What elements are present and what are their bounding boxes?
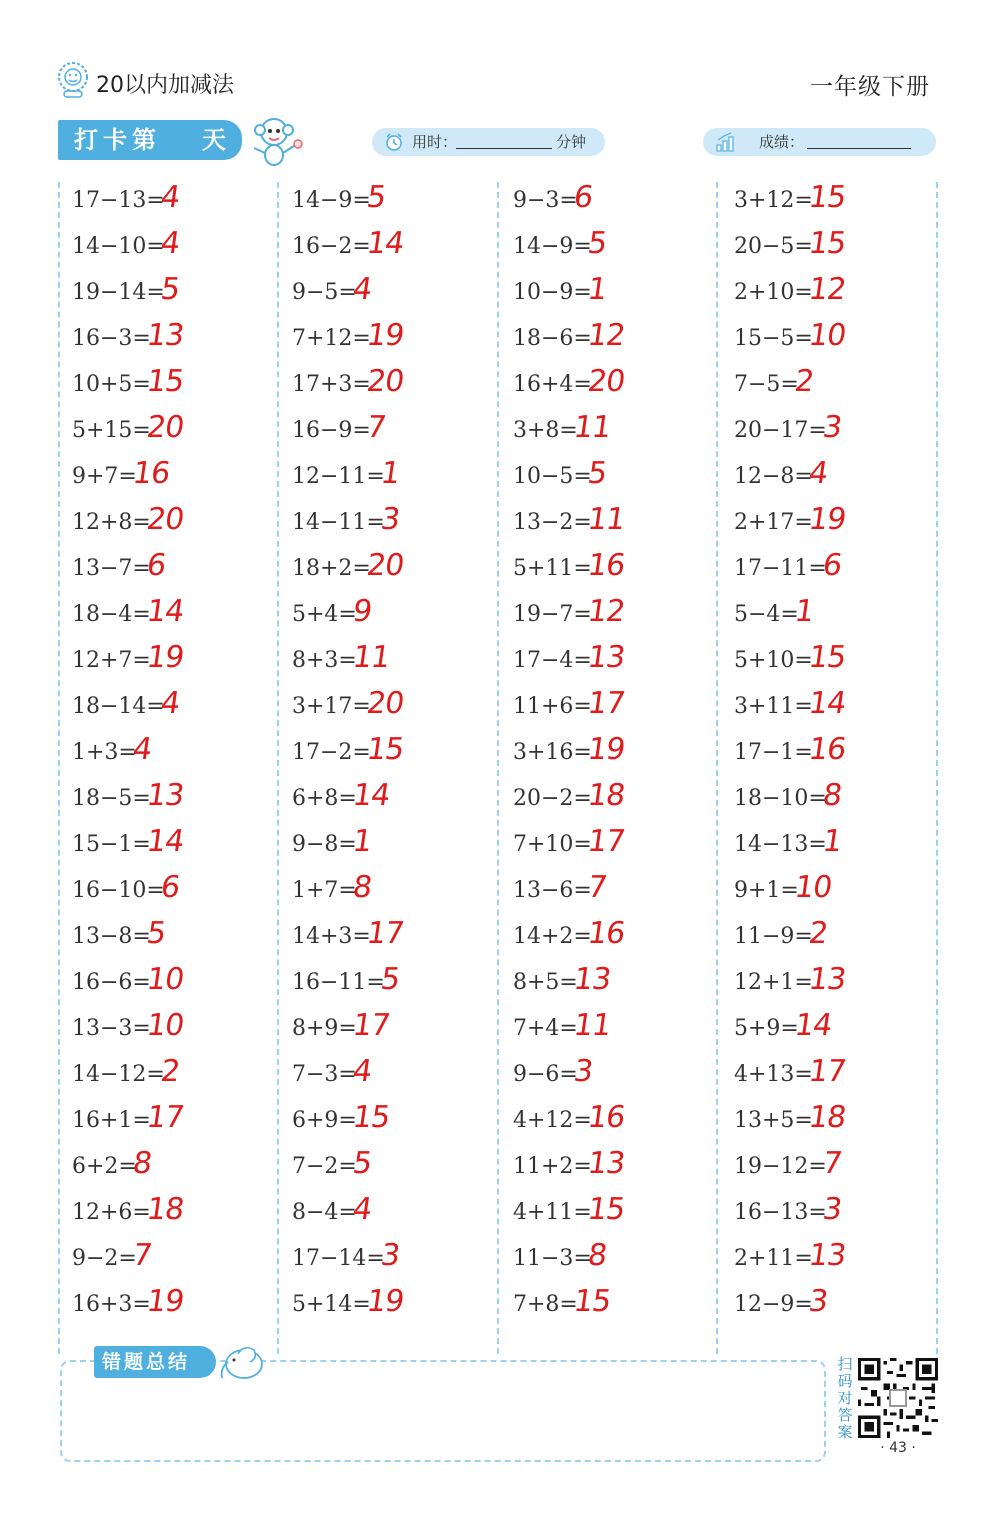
- handwritten-answer[interactable]: 20: [364, 548, 406, 583]
- checkin-label: 打卡第: [74, 126, 161, 154]
- lion-logo-icon: [56, 60, 90, 98]
- problem-equation: 18−4=: [72, 602, 151, 627]
- handwritten-answer[interactable]: 12: [585, 318, 627, 353]
- problem-equation: 16−9=: [292, 418, 371, 443]
- problem-equation: 15−1=: [72, 832, 151, 857]
- handwritten-answer[interactable]: 15: [350, 1100, 392, 1135]
- handwritten-answer[interactable]: 17: [144, 1100, 186, 1135]
- handwritten-answer[interactable]: 5: [585, 456, 609, 491]
- handwritten-answer[interactable]: 5: [144, 916, 168, 951]
- problem-equation: 20−2=: [513, 786, 592, 811]
- problem-equation: 5+14=: [292, 1292, 371, 1317]
- handwritten-answer[interactable]: 20: [144, 410, 186, 445]
- problem-equation: 20−5=: [734, 234, 813, 259]
- problem-equation: 7−5=: [734, 372, 799, 397]
- problem-equation: 16−6=: [72, 970, 151, 995]
- handwritten-answer[interactable]: 3: [820, 410, 844, 445]
- problem-equation: 10−5=: [513, 464, 592, 489]
- problem-equation: 16−13=: [734, 1200, 827, 1225]
- problem-equation: 13−3=: [72, 1016, 151, 1041]
- problem-equation: 12+6=: [72, 1200, 151, 1225]
- handwritten-answer[interactable]: 7: [364, 410, 388, 445]
- handwritten-answer[interactable]: 5: [378, 962, 402, 997]
- handwritten-answer[interactable]: 14: [350, 778, 392, 813]
- handwritten-answer[interactable]: 15: [144, 364, 186, 399]
- problem-equation: 2+10=: [734, 280, 813, 305]
- problem-equation: 14+2=: [513, 924, 592, 949]
- problem-equation: 17−4=: [513, 648, 592, 673]
- handwritten-answer[interactable]: 9: [350, 594, 374, 629]
- problem-equation: 2+11=: [734, 1246, 813, 1271]
- handwritten-answer[interactable]: 1: [350, 824, 374, 859]
- problem-equation: 7+4=: [513, 1016, 578, 1041]
- handwritten-answer[interactable]: 11: [571, 1008, 613, 1043]
- problem-equation: 9−2=: [72, 1246, 137, 1271]
- handwritten-answer[interactable]: 17: [585, 686, 627, 721]
- problem-equation: 16+4=: [513, 372, 592, 397]
- handwritten-answer[interactable]: 13: [571, 962, 613, 997]
- handwritten-answer[interactable]: 3: [820, 1192, 844, 1227]
- handwritten-answer[interactable]: 10: [144, 962, 186, 997]
- handwritten-answer[interactable]: 8: [820, 778, 844, 813]
- problem-equation: 9−3=: [513, 188, 578, 213]
- handwritten-answer[interactable]: 4: [158, 686, 182, 721]
- handwritten-answer[interactable]: 1: [820, 824, 844, 859]
- handwritten-answer[interactable]: 11: [350, 640, 392, 675]
- handwritten-answer[interactable]: 12: [806, 272, 848, 307]
- column-divider: [277, 182, 279, 1354]
- problem-equation: 3+16=: [513, 740, 592, 765]
- problem-equation: 5+4=: [292, 602, 357, 627]
- handwritten-answer[interactable]: 20: [364, 364, 406, 399]
- handwritten-answer[interactable]: 13: [806, 962, 848, 997]
- problem-equation: 2+17=: [734, 510, 813, 535]
- checkin-unit: 天: [202, 126, 226, 154]
- handwritten-answer[interactable]: 18: [806, 1100, 848, 1135]
- problem-equation: 13+5=: [734, 1108, 813, 1133]
- problem-equation: 17−1=: [734, 740, 813, 765]
- page-number: · 43 ·: [880, 1440, 916, 1456]
- problem-equation: 9+1=: [734, 878, 799, 903]
- time-unit: 分钟: [556, 133, 587, 151]
- handwritten-answer[interactable]: 13: [585, 1146, 627, 1181]
- problem-equation: 5+15=: [72, 418, 151, 443]
- handwritten-answer[interactable]: 17: [806, 1054, 848, 1089]
- handwritten-answer[interactable]: 15: [585, 1192, 627, 1227]
- handwritten-answer[interactable]: 17: [364, 916, 406, 951]
- handwritten-answer[interactable]: 5: [585, 226, 609, 261]
- handwritten-answer[interactable]: 16: [130, 456, 172, 491]
- handwritten-answer[interactable]: 6: [820, 548, 844, 583]
- problem-equation: 14+3=: [292, 924, 371, 949]
- time-field: [372, 128, 605, 156]
- elephant-icon: [214, 1340, 268, 1382]
- problem-equation: 12−8=: [734, 464, 813, 489]
- problem-equation: 18+2=: [292, 556, 371, 581]
- qr-code[interactable]: [858, 1358, 938, 1438]
- problem-equation: 18−10=: [734, 786, 827, 811]
- handwritten-answer[interactable]: 4: [350, 1192, 374, 1227]
- handwritten-answer[interactable]: 18: [585, 778, 627, 813]
- handwritten-answer[interactable]: 19: [806, 502, 848, 537]
- problem-equation: 16−2=: [292, 234, 371, 259]
- problem-equation: 6+8=: [292, 786, 357, 811]
- handwritten-answer[interactable]: 4: [130, 732, 154, 767]
- problem-equation: 7+8=: [513, 1292, 578, 1317]
- problem-equation: 5−4=: [734, 602, 799, 627]
- problem-equation: 12+7=: [72, 648, 151, 673]
- problem-equation: 5+9=: [734, 1016, 799, 1041]
- problem-equation: 13−8=: [72, 924, 151, 949]
- problem-equation: 14−9=: [513, 234, 592, 259]
- problem-equation: 1+7=: [292, 878, 357, 903]
- handwritten-answer[interactable]: 8: [130, 1146, 154, 1181]
- handwritten-answer[interactable]: 11: [571, 410, 613, 445]
- problem-equation: 16−11=: [292, 970, 385, 995]
- handwritten-answer[interactable]: 15: [806, 226, 848, 261]
- problem-equation: 11+2=: [513, 1154, 592, 1179]
- handwritten-answer[interactable]: 10: [792, 870, 834, 905]
- handwritten-answer[interactable]: 16: [585, 1100, 627, 1135]
- column-divider: [497, 182, 499, 1354]
- problem-equation: 11−9=: [734, 924, 813, 949]
- handwritten-answer[interactable]: 10: [806, 318, 848, 353]
- problem-equation: 17−14=: [292, 1246, 385, 1271]
- problem-equation: 17−11=: [734, 556, 827, 581]
- problem-equation: 19−7=: [513, 602, 592, 627]
- handwritten-answer[interactable]: 4: [806, 456, 830, 491]
- handwritten-answer[interactable]: 19: [364, 1284, 406, 1319]
- problem-equation: 10−9=: [513, 280, 592, 305]
- handwritten-answer[interactable]: 2: [792, 364, 816, 399]
- problem-equation: 16−3=: [72, 326, 151, 351]
- grade-label: 一年级下册: [810, 74, 930, 100]
- handwritten-answer[interactable]: 11: [585, 502, 627, 537]
- handwritten-answer[interactable]: 16: [585, 548, 627, 583]
- handwritten-answer[interactable]: 17: [350, 1008, 392, 1043]
- problem-equation: 13−7=: [72, 556, 151, 581]
- problem-equation: 17−13=: [72, 188, 165, 213]
- handwritten-answer[interactable]: 12: [585, 594, 627, 629]
- problem-equation: 17+3=: [292, 372, 371, 397]
- handwritten-answer[interactable]: 18: [144, 1192, 186, 1227]
- alarm-clock-icon: [384, 132, 404, 152]
- score-input-line[interactable]: [807, 148, 911, 149]
- problem-equation: 12−11=: [292, 464, 385, 489]
- problem-equation: 20−17=: [734, 418, 827, 443]
- book-title: 20以内加减法: [96, 73, 234, 98]
- score-label: 成绩：: [759, 133, 805, 151]
- handwritten-answer[interactable]: 14: [806, 686, 848, 721]
- handwritten-answer[interactable]: 7: [585, 870, 609, 905]
- handwritten-answer[interactable]: 19: [585, 732, 627, 767]
- handwritten-answer[interactable]: 15: [571, 1284, 613, 1319]
- handwritten-answer[interactable]: 3: [806, 1284, 830, 1319]
- problem-equation: 7−3=: [292, 1062, 357, 1087]
- handwritten-answer[interactable]: 4: [158, 226, 182, 261]
- problem-equation: 14−11=: [292, 510, 385, 535]
- handwritten-answer[interactable]: 6: [144, 548, 168, 583]
- handwritten-answer[interactable]: 20: [585, 364, 627, 399]
- handwritten-answer[interactable]: 14: [144, 824, 186, 859]
- handwritten-answer[interactable]: 5: [350, 1146, 374, 1181]
- problem-equation: 11−3=: [513, 1246, 592, 1271]
- handwritten-answer[interactable]: 7: [130, 1238, 154, 1273]
- problem-equation: 4+11=: [513, 1200, 592, 1225]
- handwritten-answer[interactable]: 20: [364, 686, 406, 721]
- handwritten-answer[interactable]: 13: [585, 640, 627, 675]
- problem-equation: 8+5=: [513, 970, 578, 995]
- handwritten-answer[interactable]: 6: [571, 180, 595, 215]
- handwritten-answer[interactable]: 4: [350, 272, 374, 307]
- problem-equation: 14−10=: [72, 234, 165, 259]
- handwritten-answer[interactable]: 15: [806, 180, 848, 215]
- problem-equation: 18−14=: [72, 694, 165, 719]
- problem-equation: 11+6=: [513, 694, 592, 719]
- problem-equation: 4+12=: [513, 1108, 592, 1133]
- problem-equation: 13−2=: [513, 510, 592, 535]
- handwritten-answer[interactable]: 14: [144, 594, 186, 629]
- problem-equation: 14−9=: [292, 188, 371, 213]
- problem-equation: 5+10=: [734, 648, 813, 673]
- handwritten-answer[interactable]: 7: [820, 1146, 844, 1181]
- problem-equation: 16+3=: [72, 1292, 151, 1317]
- handwritten-answer[interactable]: 19: [144, 640, 186, 675]
- problem-equation: 14−12=: [72, 1062, 165, 1087]
- handwritten-answer[interactable]: 19: [144, 1284, 186, 1319]
- bar-chart-icon: [715, 132, 735, 152]
- handwritten-answer[interactable]: 15: [806, 640, 848, 675]
- problem-equation: 9−5=: [292, 280, 357, 305]
- handwritten-answer[interactable]: 2: [158, 1054, 182, 1089]
- handwritten-answer[interactable]: 13: [806, 1238, 848, 1273]
- problem-equation: 17−2=: [292, 740, 371, 765]
- problem-equation: 16−10=: [72, 878, 165, 903]
- handwritten-answer[interactable]: 17: [585, 824, 627, 859]
- problem-equation: 3+11=: [734, 694, 813, 719]
- monkey-mascot-icon: [246, 110, 306, 170]
- problem-equation: 8+9=: [292, 1016, 357, 1041]
- column-divider: [936, 182, 938, 1354]
- handwritten-answer[interactable]: 8: [350, 870, 374, 905]
- checkin-banner: [58, 120, 242, 160]
- handwritten-answer[interactable]: 16: [585, 916, 627, 951]
- problem-equation: 19−14=: [72, 280, 165, 305]
- handwritten-answer[interactable]: 13: [144, 318, 186, 353]
- handwritten-answer[interactable]: 13: [144, 778, 186, 813]
- handwritten-answer[interactable]: 6: [158, 870, 182, 905]
- score-field: [703, 128, 936, 156]
- handwritten-answer[interactable]: 20: [144, 502, 186, 537]
- column-divider: [58, 182, 60, 1354]
- problem-equation: 18−5=: [72, 786, 151, 811]
- problem-equation: 3+17=: [292, 694, 371, 719]
- problem-equation: 8−4=: [292, 1200, 357, 1225]
- time-input-line[interactable]: [456, 148, 552, 149]
- problem-equation: 14−13=: [734, 832, 827, 857]
- problem-equation: 12−9=: [734, 1292, 813, 1317]
- mistakes-summary-label: 错题总结: [94, 1346, 216, 1378]
- problem-equation: 12+1=: [734, 970, 813, 995]
- handwritten-answer[interactable]: 8: [585, 1238, 609, 1273]
- problem-equation: 3+12=: [734, 188, 813, 213]
- handwritten-answer[interactable]: 14: [364, 226, 406, 261]
- problem-equation: 18−6=: [513, 326, 592, 351]
- handwritten-answer[interactable]: 5: [158, 272, 182, 307]
- qr-caption: 扫码对答案: [837, 1355, 853, 1441]
- problem-equation: 6+2=: [72, 1154, 137, 1179]
- problem-equation: 12+8=: [72, 510, 151, 535]
- problem-equation: 19−12=: [734, 1154, 827, 1179]
- problem-equation: 16+1=: [72, 1108, 151, 1133]
- problem-equation: 4+13=: [734, 1062, 813, 1087]
- problem-equation: 8+3=: [292, 648, 357, 673]
- handwritten-answer[interactable]: 1: [585, 272, 609, 307]
- problem-equation: 7−2=: [292, 1154, 357, 1179]
- handwritten-answer[interactable]: 15: [364, 732, 406, 767]
- problem-equation: 3+8=: [513, 418, 578, 443]
- problem-equation: 7+12=: [292, 326, 371, 351]
- handwritten-answer[interactable]: 1: [378, 456, 402, 491]
- handwritten-answer[interactable]: 19: [364, 318, 406, 353]
- handwritten-answer[interactable]: 3: [378, 502, 402, 537]
- handwritten-answer[interactable]: 2: [806, 916, 830, 951]
- handwritten-answer[interactable]: 3: [571, 1054, 595, 1089]
- handwritten-answer[interactable]: 3: [378, 1238, 402, 1273]
- problem-equation: 9+7=: [72, 464, 137, 489]
- problem-equation: 1+3=: [72, 740, 137, 765]
- handwritten-answer[interactable]: 1: [792, 594, 816, 629]
- problem-equation: 6+9=: [292, 1108, 357, 1133]
- column-divider: [716, 182, 718, 1354]
- problem-equation: 9−6=: [513, 1062, 578, 1087]
- problem-equation: 10+5=: [72, 372, 151, 397]
- handwritten-answer[interactable]: 14: [792, 1008, 834, 1043]
- handwritten-answer[interactable]: 4: [158, 180, 182, 215]
- handwritten-answer[interactable]: 5: [364, 180, 388, 215]
- time-label: 用时：: [412, 133, 458, 151]
- problem-equation: 5+11=: [513, 556, 592, 581]
- problem-equation: 7+10=: [513, 832, 592, 857]
- handwritten-answer[interactable]: 16: [806, 732, 848, 767]
- problem-equation: 9−8=: [292, 832, 357, 857]
- handwritten-answer[interactable]: 4: [350, 1054, 374, 1089]
- problem-equation: 15−5=: [734, 326, 813, 351]
- handwritten-answer[interactable]: 10: [144, 1008, 186, 1043]
- problem-equation: 13−6=: [513, 878, 592, 903]
